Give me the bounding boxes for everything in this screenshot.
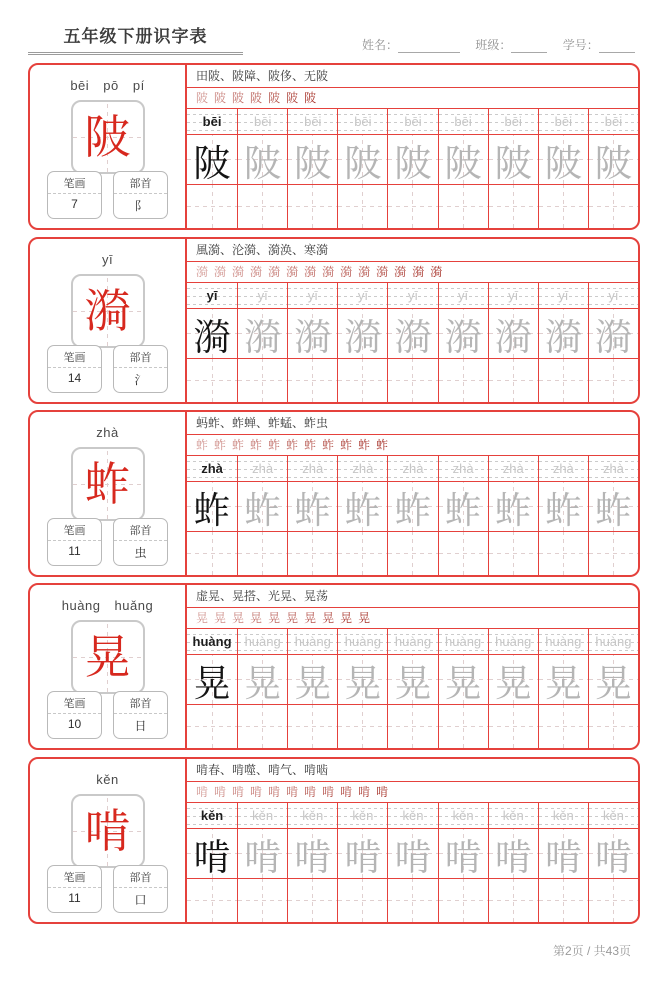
character-block: [28, 410, 640, 577]
blank-practice-cell: [438, 185, 488, 228]
radical-value: 阝: [134, 199, 147, 213]
example-words: 蚂蚱、蚱蝉、蚱蜢、蚱虫: [187, 412, 638, 435]
stroke-step-glyph: 蚱: [286, 438, 299, 452]
stroke-count-value: 11: [68, 891, 81, 905]
character-summary-panel: [30, 412, 187, 575]
pinyin-cell: kěn: [588, 803, 638, 828]
blank-practice-cell: [538, 185, 588, 228]
character-cell: 漪: [538, 309, 588, 358]
character-row: [187, 482, 638, 532]
radical-value: 口: [134, 893, 147, 907]
radical-box: [113, 171, 168, 219]
pinyin-cell: zhà: [187, 456, 237, 481]
blank-practice-cell: [337, 879, 387, 922]
pinyin-cell: huàng: [588, 629, 638, 654]
pinyin-cell: zhà: [538, 456, 588, 481]
pinyin-cell: huàng: [387, 629, 437, 654]
stroke-step-glyph: 漪: [232, 265, 245, 279]
stroke-count-value: 11: [68, 544, 81, 558]
pinyin-heading: bēi pō pí: [70, 78, 145, 93]
stroke-step-glyph: 陂: [214, 91, 227, 105]
character-cell: 啃: [387, 829, 437, 878]
info-row: [30, 691, 185, 739]
practice-panel: [187, 239, 638, 402]
character-cell: 漪: [588, 309, 638, 358]
stroke-step-glyph: 漪: [268, 265, 281, 279]
pinyin-heading: zhà: [96, 425, 119, 440]
pinyin-heading: yī: [101, 252, 114, 267]
blank-practice-cell: [538, 532, 588, 575]
stroke-step-glyph: 蚱: [304, 438, 317, 452]
class-label: 班级：: [475, 38, 512, 52]
radical-box: [113, 865, 168, 913]
radical-label: 部首: [114, 172, 167, 194]
radical-box: [113, 345, 168, 393]
example-words: 風漪、沦漪、漪涣、寒漪: [187, 239, 638, 262]
blank-practice-cell: [438, 879, 488, 922]
blank-practice-cell: [237, 185, 287, 228]
stroke-step-glyph: 啃: [214, 785, 227, 799]
blank-practice-cell: [237, 359, 287, 402]
stroke-step-glyph: 晃: [358, 611, 371, 625]
stroke-step-glyph: 晃: [268, 611, 281, 625]
character-cell: 漪: [287, 309, 337, 358]
character-cell: 啃: [538, 829, 588, 878]
blank-practice-row: [187, 879, 638, 922]
pinyin-row: [187, 629, 638, 655]
pinyin-cell: bēi: [287, 109, 337, 134]
stroke-count-label: 笔画: [48, 346, 101, 368]
character-row: [187, 309, 638, 359]
stroke-step-glyph: 晃: [196, 611, 209, 625]
character-summary-panel: [30, 65, 187, 228]
pinyin-cell: huàng: [538, 629, 588, 654]
radical-label: 部首: [114, 692, 167, 714]
class-field: [475, 38, 547, 52]
character-cell: 陂: [387, 135, 437, 184]
pinyin-cell: zhà: [237, 456, 287, 481]
blank-practice-cell: [588, 879, 638, 922]
pinyin-cell: bēi: [387, 109, 437, 134]
pinyin-cell: bēi: [187, 109, 237, 134]
stroke-step-glyph: 陂: [268, 91, 281, 105]
stroke-step-glyph: 漪: [412, 265, 425, 279]
blank-practice-cell: [438, 359, 488, 402]
character-cell: 陂: [438, 135, 488, 184]
stroke-step-glyph: 漪: [286, 265, 299, 279]
stroke-count-value: 10: [67, 717, 82, 731]
character-display-box: [71, 274, 145, 348]
pinyin-row: [187, 803, 638, 829]
character-cell: 陂: [337, 135, 387, 184]
stroke-step-glyph: 晃: [214, 611, 227, 625]
character-cell: 蚱: [488, 482, 538, 531]
character-cell: 蚱: [337, 482, 387, 531]
stroke-step-glyph: 漪: [376, 265, 389, 279]
character-cell: 晃: [488, 655, 538, 704]
character-cell: 漪: [438, 309, 488, 358]
pinyin-row: [187, 283, 638, 309]
pinyin-cell: yī: [538, 283, 588, 308]
info-row: [30, 518, 185, 566]
stroke-step-glyph: 蚱: [268, 438, 281, 452]
blank-practice-cell: [538, 705, 588, 748]
character-cell: 晃: [588, 655, 638, 704]
name-fill-line: [398, 41, 460, 53]
character-cell: 啃: [488, 829, 538, 878]
practice-panel: [187, 585, 638, 748]
character-block: [28, 63, 640, 230]
stroke-count-box: [47, 518, 102, 566]
stroke-step-glyph: 蚱: [376, 438, 389, 452]
pinyin-heading: huàng huǎng: [61, 598, 154, 613]
page-number: 第2页 / 共43页: [552, 944, 631, 958]
stroke-step-glyph: 啃: [232, 785, 245, 799]
stroke-step-glyph: 漪: [358, 265, 371, 279]
stroke-step-glyph: 蚱: [196, 438, 209, 452]
stroke-step-glyph: 蚱: [358, 438, 371, 452]
pinyin-cell: kěn: [438, 803, 488, 828]
character-display-box: [71, 794, 145, 868]
pinyin-cell: kěn: [488, 803, 538, 828]
blank-practice-row: [187, 359, 638, 402]
blank-practice-cell: [337, 532, 387, 575]
example-words: 啃春、啃噬、啃气、啃啮: [187, 759, 638, 782]
pinyin-cell: kěn: [337, 803, 387, 828]
pinyin-heading: kěn: [96, 772, 119, 787]
header-fields: [362, 36, 657, 53]
radical-box: [113, 518, 168, 566]
character-cell: 蚱: [588, 482, 638, 531]
main-character: 蚱: [84, 457, 131, 511]
character-cell: 陂: [287, 135, 337, 184]
pinyin-cell: kěn: [538, 803, 588, 828]
radical-value: 日: [134, 719, 147, 733]
character-cell: 陂: [588, 135, 638, 184]
character-summary-panel: [30, 239, 187, 402]
blank-practice-cell: [287, 879, 337, 922]
pinyin-cell: bēi: [237, 109, 287, 134]
stroke-step-glyph: 晃: [286, 611, 299, 625]
pinyin-cell: huàng: [337, 629, 387, 654]
character-cell: 啃: [287, 829, 337, 878]
stroke-count-label: 笔画: [48, 172, 101, 194]
character-row: [187, 829, 638, 879]
info-row: [30, 865, 185, 913]
blank-practice-cell: [287, 532, 337, 575]
pinyin-cell: huàng: [488, 629, 538, 654]
stroke-step-glyph: 陂: [196, 91, 209, 105]
radical-box: [113, 691, 168, 739]
name-label: 姓名：: [362, 38, 399, 52]
stroke-step-glyph: 啃: [250, 785, 263, 799]
pinyin-cell: bēi: [488, 109, 538, 134]
blank-practice-cell: [488, 359, 538, 402]
character-cell: 漪: [488, 309, 538, 358]
stroke-step-glyph: 啃: [376, 785, 389, 799]
blank-practice-cell: [387, 879, 437, 922]
blank-practice-cell: [187, 532, 237, 575]
blank-practice-cell: [187, 705, 237, 748]
pinyin-cell: zhà: [337, 456, 387, 481]
main-character: 漪: [84, 284, 131, 338]
blank-practice-cell: [488, 532, 538, 575]
pinyin-cell: yī: [488, 283, 538, 308]
pinyin-cell: huàng: [287, 629, 337, 654]
character-cell: 陂: [187, 135, 237, 184]
character-display-box: [71, 100, 145, 174]
blank-practice-cell: [287, 705, 337, 748]
character-block: [28, 583, 640, 750]
stroke-count-box: [47, 691, 102, 739]
character-cell: 蚱: [387, 482, 437, 531]
character-cell: 啃: [438, 829, 488, 878]
character-cell: 晃: [438, 655, 488, 704]
blank-practice-cell: [387, 185, 437, 228]
stroke-step-glyph: 晃: [340, 611, 353, 625]
character-cell: 陂: [538, 135, 588, 184]
pinyin-cell: yī: [237, 283, 287, 308]
character-cell: 陂: [237, 135, 287, 184]
stroke-step-glyph: 啃: [340, 785, 353, 799]
stroke-count-value: 7: [71, 197, 78, 211]
stroke-step-glyph: 啃: [322, 785, 335, 799]
blank-practice-cell: [538, 879, 588, 922]
character-cell: 陂: [488, 135, 538, 184]
stroke-count-box: [47, 171, 102, 219]
blank-practice-cell: [387, 705, 437, 748]
character-cell: 漪: [187, 309, 237, 358]
stroke-step-glyph: 晃: [250, 611, 263, 625]
character-block: [28, 757, 640, 924]
info-row: [30, 171, 185, 219]
pinyin-cell: zhà: [588, 456, 638, 481]
stroke-step-glyph: 蚱: [232, 438, 245, 452]
character-cell: 漪: [237, 309, 287, 358]
pinyin-cell: kěn: [287, 803, 337, 828]
stroke-step-glyph: 晃: [322, 611, 335, 625]
blank-practice-cell: [287, 185, 337, 228]
stroke-step-glyph: 啃: [358, 785, 371, 799]
stroke-step-glyph: 蚱: [214, 438, 227, 452]
character-cell: 啃: [588, 829, 638, 878]
blank-practice-cell: [588, 705, 638, 748]
pinyin-cell: huàng: [237, 629, 287, 654]
stroke-order-row: [187, 782, 638, 803]
blank-practice-cell: [387, 532, 437, 575]
stroke-order-row: [187, 435, 638, 456]
stroke-order-row: [187, 608, 638, 629]
character-cell: 蚱: [187, 482, 237, 531]
character-display-box: [71, 447, 145, 521]
pinyin-cell: huàng: [438, 629, 488, 654]
example-words: 田陂、陂障、陂侈、无陂: [187, 65, 638, 88]
pinyin-cell: yī: [287, 283, 337, 308]
blank-practice-cell: [488, 705, 538, 748]
pinyin-cell: bēi: [588, 109, 638, 134]
character-display-box: [71, 620, 145, 694]
blank-practice-cell: [187, 879, 237, 922]
radical-value: 氵: [134, 373, 147, 387]
pinyin-cell: kěn: [237, 803, 287, 828]
stroke-step-glyph: 啃: [268, 785, 281, 799]
blank-practice-cell: [237, 532, 287, 575]
class-fill-line: [511, 41, 547, 53]
info-row: [30, 345, 185, 393]
main-character: 晃: [84, 630, 131, 684]
character-cell: 晃: [287, 655, 337, 704]
blank-practice-cell: [588, 359, 638, 402]
character-cell: 蚱: [287, 482, 337, 531]
character-cell: 啃: [237, 829, 287, 878]
blank-practice-cell: [237, 879, 287, 922]
character-cell: 晃: [187, 655, 237, 704]
practice-panel: [187, 65, 638, 228]
stroke-step-glyph: 陂: [250, 91, 263, 105]
pinyin-cell: huàng: [187, 629, 237, 654]
stroke-count-label: 笔画: [48, 519, 101, 541]
stroke-step-glyph: 蚱: [322, 438, 335, 452]
pinyin-cell: yī: [387, 283, 437, 308]
blank-practice-cell: [588, 532, 638, 575]
stroke-count-label: 笔画: [48, 866, 101, 888]
character-cell: 晃: [387, 655, 437, 704]
blank-practice-cell: [187, 185, 237, 228]
blank-practice-cell: [588, 185, 638, 228]
stroke-order-row: [187, 262, 638, 283]
stroke-step-glyph: 陂: [304, 91, 317, 105]
pinyin-row: [187, 456, 638, 482]
blank-practice-cell: [538, 359, 588, 402]
stroke-step-glyph: 啃: [196, 785, 209, 799]
character-cell: 漪: [387, 309, 437, 358]
character-cell: 晃: [538, 655, 588, 704]
character-cell: 蚱: [237, 482, 287, 531]
student-id-label: 学号：: [562, 38, 599, 52]
blank-practice-row: [187, 185, 638, 228]
stroke-step-glyph: 漪: [430, 265, 443, 279]
main-character: 陂: [84, 110, 131, 164]
pinyin-cell: yī: [588, 283, 638, 308]
stroke-order-row: [187, 88, 638, 109]
stroke-step-glyph: 漪: [214, 265, 227, 279]
stroke-step-glyph: 漪: [394, 265, 407, 279]
pinyin-cell: bēi: [538, 109, 588, 134]
character-summary-panel: [30, 585, 187, 748]
character-cell: 蚱: [438, 482, 488, 531]
pinyin-cell: zhà: [287, 456, 337, 481]
pinyin-cell: bēi: [337, 109, 387, 134]
blank-practice-cell: [488, 879, 538, 922]
character-cell: 蚱: [538, 482, 588, 531]
stroke-step-glyph: 啃: [286, 785, 299, 799]
pinyin-cell: yī: [438, 283, 488, 308]
blank-practice-cell: [337, 359, 387, 402]
pinyin-cell: yī: [337, 283, 387, 308]
blank-practice-cell: [488, 185, 538, 228]
radical-label: 部首: [114, 346, 167, 368]
blank-practice-row: [187, 532, 638, 575]
blank-practice-cell: [187, 359, 237, 402]
character-cell: 啃: [337, 829, 387, 878]
stroke-count-box: [47, 865, 102, 913]
stroke-step-glyph: 晃: [304, 611, 317, 625]
pinyin-cell: zhà: [438, 456, 488, 481]
stroke-step-glyph: 陂: [232, 91, 245, 105]
stroke-step-glyph: 漪: [322, 265, 335, 279]
pinyin-cell: bēi: [438, 109, 488, 134]
name-field: [362, 38, 460, 52]
character-block: [28, 237, 640, 404]
pinyin-row: [187, 109, 638, 135]
stroke-step-glyph: 陂: [286, 91, 299, 105]
stroke-count-box: [47, 345, 102, 393]
blank-practice-row: [187, 705, 638, 748]
page-title: 五年级下册识字表: [28, 22, 243, 55]
stroke-step-glyph: 漪: [340, 265, 353, 279]
blank-practice-cell: [337, 185, 387, 228]
pinyin-cell: yī: [187, 283, 237, 308]
radical-label: 部首: [114, 866, 167, 888]
character-summary-panel: [30, 759, 187, 922]
pinyin-cell: zhà: [387, 456, 437, 481]
stroke-count-value: 14: [67, 371, 82, 385]
character-cell: 晃: [337, 655, 387, 704]
character-row: [187, 655, 638, 705]
stroke-step-glyph: 晃: [232, 611, 245, 625]
stroke-step-glyph: 漪: [304, 265, 317, 279]
character-row: [187, 135, 638, 185]
example-words: 虚晃、晃搭、光晃、晃荡: [187, 585, 638, 608]
blank-practice-cell: [287, 359, 337, 402]
blank-practice-cell: [438, 705, 488, 748]
main-character: 啃: [84, 804, 131, 858]
stroke-step-glyph: 蚱: [340, 438, 353, 452]
pinyin-cell: zhà: [488, 456, 538, 481]
student-id-field: [563, 38, 635, 52]
radical-value: 虫: [134, 546, 147, 560]
blank-practice-cell: [438, 532, 488, 575]
character-cell: 晃: [237, 655, 287, 704]
pinyin-cell: kěn: [187, 803, 237, 828]
pinyin-cell: kěn: [387, 803, 437, 828]
character-cell: 啃: [187, 829, 237, 878]
blank-practice-cell: [337, 705, 387, 748]
blank-practice-cell: [237, 705, 287, 748]
stroke-step-glyph: 漪: [250, 265, 263, 279]
stroke-step-glyph: 蚱: [250, 438, 263, 452]
character-cell: 漪: [337, 309, 387, 358]
student-id-fill-line: [599, 41, 635, 53]
practice-panel: [187, 412, 638, 575]
stroke-step-glyph: 啃: [304, 785, 317, 799]
practice-panel: [187, 759, 638, 922]
stroke-count-label: 笔画: [48, 692, 101, 714]
radical-label: 部首: [114, 519, 167, 541]
stroke-step-glyph: 漪: [196, 265, 209, 279]
blank-practice-cell: [387, 359, 437, 402]
